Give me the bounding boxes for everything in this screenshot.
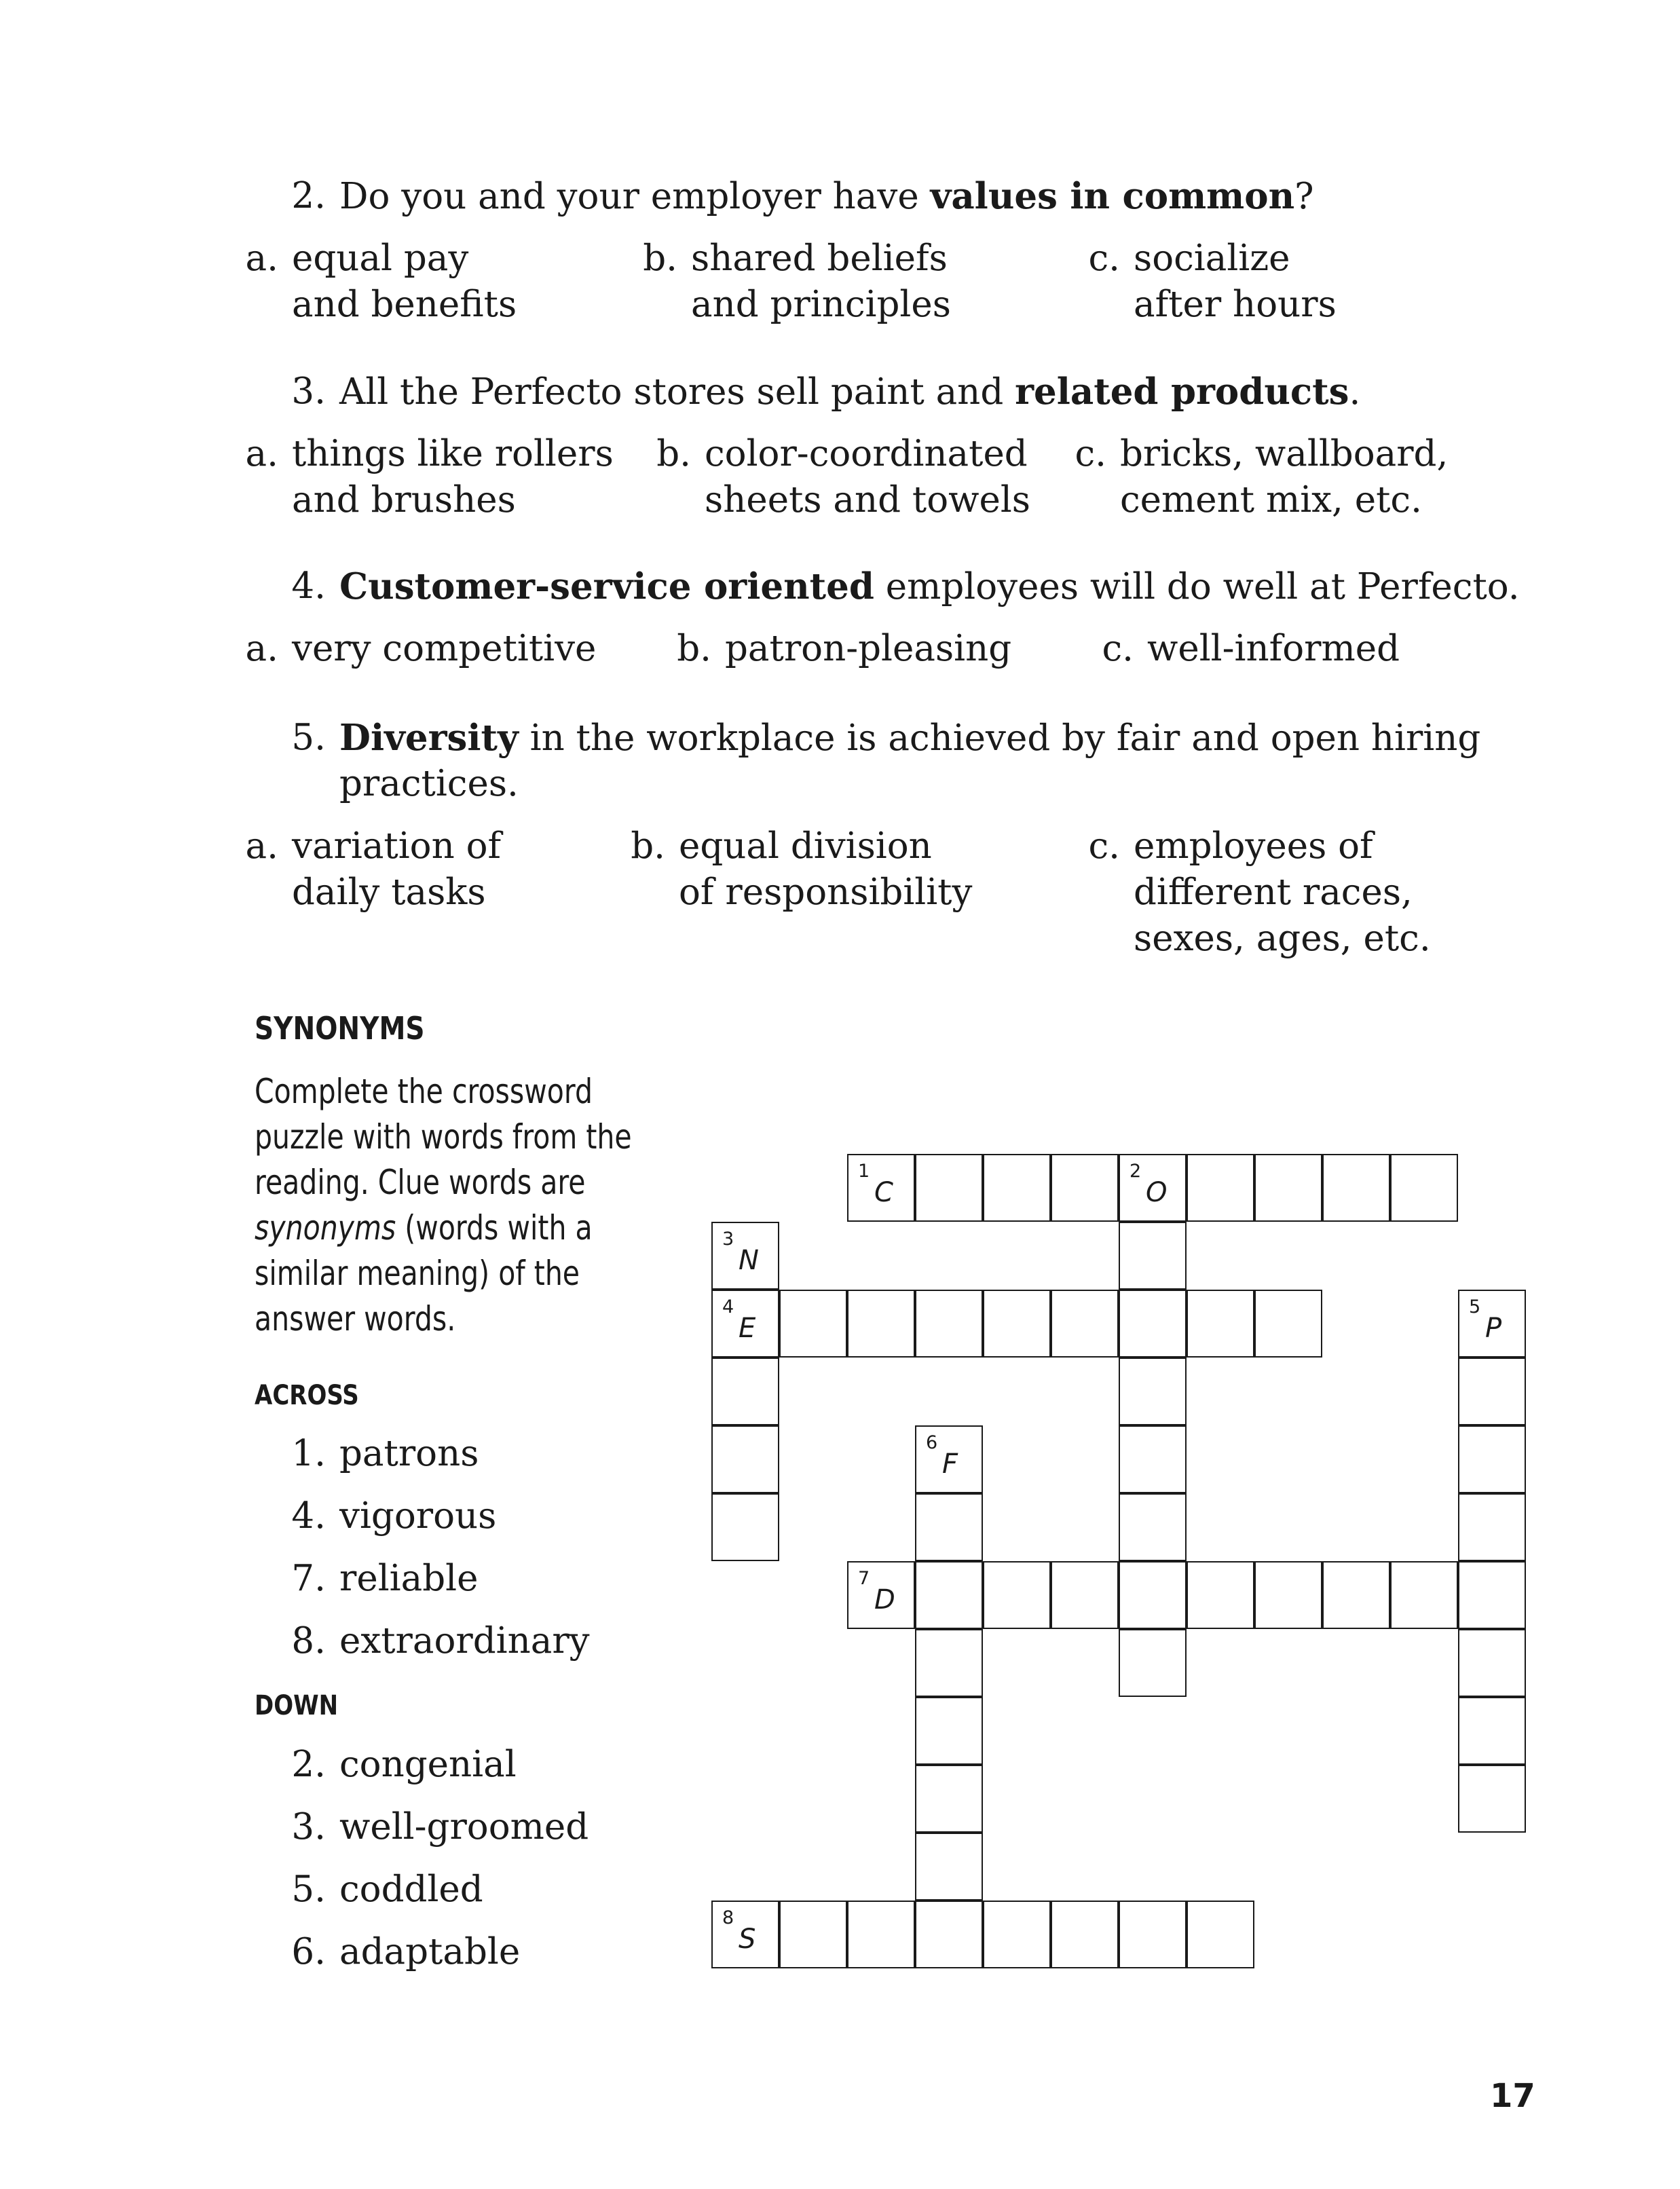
instructions-text-1: Complete the crossword puzzle with words from the reading. Clue words are <box>255 1072 632 1202</box>
crossword-cell[interactable] <box>711 1493 779 1561</box>
crossword-cell[interactable] <box>915 1629 983 1697</box>
option-letter: b. <box>656 433 691 474</box>
option-text: bricks, wallboard, cement mix, etc. <box>1120 433 1449 521</box>
option-text: employees of different races, sexes, ages, etc. <box>1134 825 1431 959</box>
crossword-cell[interactable] <box>1051 1561 1119 1629</box>
question-stem-line2: practices. <box>339 763 519 804</box>
clue-number: 1. <box>291 1433 326 1474</box>
crossword-cell[interactable] <box>983 1154 1051 1222</box>
crossword-cell[interactable] <box>779 1290 847 1358</box>
stem-text-end: ? <box>1294 176 1314 217</box>
stem-text-end: . <box>1349 371 1361 413</box>
crossword-cell[interactable] <box>1119 1425 1187 1493</box>
crossword-cell[interactable] <box>711 1222 779 1290</box>
crossword-cell[interactable] <box>1254 1290 1322 1358</box>
crossword-cell[interactable] <box>1119 1493 1187 1561</box>
question-number: 2. <box>291 175 326 217</box>
given-letter: O <box>1146 1177 1168 1208</box>
option-text: very competitive <box>292 628 597 669</box>
crossword-cell[interactable] <box>1254 1561 1322 1629</box>
option-letter: b. <box>677 628 711 669</box>
crossword-cell[interactable] <box>1390 1154 1458 1222</box>
option-text: well-informed <box>1147 628 1400 669</box>
crossword-cell[interactable] <box>915 1425 983 1493</box>
option-letter: a. <box>245 433 278 474</box>
clue-number-label: 1 <box>858 1161 870 1182</box>
clue-number: 7. <box>291 1558 326 1599</box>
crossword-cell[interactable] <box>915 1697 983 1765</box>
stem-bold-term: Diversity <box>339 717 519 759</box>
crossword-cell[interactable] <box>1458 1629 1526 1697</box>
clue-number: 4. <box>291 1495 326 1537</box>
across-heading: ACROSS <box>255 1380 359 1411</box>
given-letter: C <box>874 1177 893 1208</box>
crossword-cell[interactable] <box>847 1154 915 1222</box>
clue-word: congenial <box>339 1744 517 1785</box>
given-letter: S <box>739 1924 756 1955</box>
stem-bold-term: related products <box>1015 371 1349 413</box>
option-letter: b. <box>631 825 665 867</box>
question-number: 3. <box>291 371 326 412</box>
instructions <box>255 1069 632 1342</box>
option-text: equal pay and benefits <box>292 238 517 325</box>
crossword-cell[interactable] <box>1187 1561 1254 1629</box>
clue-number-label: 5 <box>1469 1296 1481 1317</box>
option-text: things like rollers and brushes <box>292 433 614 521</box>
stem-text-end: employees will do well at Perfecto. <box>874 566 1520 607</box>
crossword-cell[interactable] <box>1119 1222 1187 1290</box>
crossword-cell[interactable] <box>779 1901 847 1968</box>
clue-word: vigorous <box>339 1495 497 1537</box>
crossword-cell[interactable] <box>983 1901 1051 1968</box>
question-number: 5. <box>291 717 326 758</box>
option-letter: a. <box>245 628 278 669</box>
instructions-text-2: (words with a similar meaning) of the answer words. <box>255 1208 593 1339</box>
clue-number-label: 4 <box>722 1296 734 1317</box>
crossword-cell[interactable] <box>1390 1561 1458 1629</box>
given-letter: N <box>739 1245 759 1276</box>
stem-text-end: in the workplace is achieved by fair and open hiring <box>518 717 1481 759</box>
given-letter: E <box>739 1313 756 1344</box>
clue-number-label: 8 <box>722 1907 734 1928</box>
crossword-cell[interactable] <box>1458 1561 1526 1629</box>
question-stem <box>339 715 1480 762</box>
option-letter: c. <box>1102 628 1134 669</box>
stem-text: All the Perfecto stores sell paint and <box>339 371 1015 413</box>
option-letter: c. <box>1075 433 1106 474</box>
given-letter: F <box>942 1448 958 1480</box>
crossword-cell[interactable] <box>1322 1154 1390 1222</box>
crossword-cell[interactable] <box>983 1290 1051 1358</box>
crossword-cell[interactable] <box>847 1561 915 1629</box>
crossword-cell[interactable] <box>1254 1154 1322 1222</box>
crossword-cell[interactable] <box>915 1833 983 1901</box>
clue-number-label: 7 <box>858 1568 870 1589</box>
option-letter: b. <box>643 238 677 279</box>
down-heading: DOWN <box>255 1690 339 1721</box>
crossword-cell[interactable] <box>1458 1765 1526 1833</box>
option-text: variation of daily tasks <box>292 825 502 913</box>
crossword-cell[interactable] <box>711 1425 779 1493</box>
crossword-cell[interactable] <box>1051 1290 1119 1358</box>
clue-number: 3. <box>291 1806 326 1848</box>
crossword-cell[interactable] <box>1458 1290 1526 1358</box>
crossword-cell[interactable] <box>847 1901 915 1968</box>
option-letter: a. <box>245 238 278 279</box>
instructions-italic: synonyms <box>255 1208 396 1248</box>
stem-text: Do you and your employer have <box>339 176 931 217</box>
crossword-cell[interactable] <box>1458 1358 1526 1425</box>
crossword-cell[interactable] <box>847 1290 915 1358</box>
clue-word: adaptable <box>339 1931 521 1972</box>
crossword-cell[interactable] <box>1187 1901 1254 1968</box>
option-text: color-coordinated sheets and towels <box>705 433 1031 521</box>
option-text: socialize after hours <box>1134 238 1337 325</box>
option-letter: c. <box>1088 825 1120 867</box>
option-letter: a. <box>245 825 278 867</box>
crossword-cell[interactable] <box>711 1358 779 1425</box>
question-stem <box>339 173 1314 220</box>
crossword-cell[interactable] <box>1187 1290 1254 1358</box>
clue-number: 5. <box>291 1869 326 1910</box>
crossword-cell[interactable] <box>915 1493 983 1561</box>
crossword-cell[interactable] <box>1187 1154 1254 1222</box>
page-number: 17 <box>1490 2077 1535 2115</box>
crossword-cell[interactable] <box>1119 1154 1187 1222</box>
crossword-cell[interactable] <box>915 1290 983 1358</box>
crossword-cell[interactable] <box>1458 1493 1526 1561</box>
clue-number: 8. <box>291 1620 326 1662</box>
clue-word: patrons <box>339 1433 479 1474</box>
option-text: equal division of responsibility <box>679 825 973 913</box>
clue-number-label: 6 <box>926 1432 938 1453</box>
crossword-cell[interactable] <box>915 1154 983 1222</box>
option-text: patron-pleasing <box>725 628 1012 669</box>
clue-word: well-groomed <box>339 1806 589 1848</box>
clue-word: reliable <box>339 1558 479 1599</box>
crossword-cell[interactable] <box>1119 1358 1187 1425</box>
crossword-cell[interactable] <box>983 1561 1051 1629</box>
crossword-cell[interactable] <box>915 1901 983 1968</box>
crossword-cell[interactable] <box>1119 1629 1187 1697</box>
stem-bold-term: Customer-service oriented <box>339 565 874 607</box>
question-stem <box>339 563 1520 610</box>
question-stem <box>339 369 1360 415</box>
crossword-cell[interactable] <box>711 1290 779 1358</box>
question-number: 4. <box>291 565 326 607</box>
crossword-cell[interactable] <box>915 1765 983 1833</box>
crossword-cell[interactable] <box>1051 1154 1119 1222</box>
option-text: shared beliefs and principles <box>691 238 951 325</box>
clue-number: 2. <box>291 1744 326 1785</box>
clue-number-label: 3 <box>722 1229 734 1250</box>
crossword-cell[interactable] <box>915 1561 983 1629</box>
given-letter: P <box>1485 1313 1502 1344</box>
clue-number-label: 2 <box>1130 1161 1142 1182</box>
stem-bold-term: values in common <box>930 175 1295 217</box>
crossword-cell[interactable] <box>1119 1290 1187 1358</box>
synonyms-heading: SYNONYMS <box>255 1010 425 1047</box>
clue-word: coddled <box>339 1869 483 1910</box>
crossword-cell[interactable] <box>1051 1901 1119 1968</box>
crossword-cell[interactable] <box>1458 1697 1526 1765</box>
option-letter: c. <box>1088 238 1120 279</box>
given-letter: D <box>874 1584 895 1615</box>
clue-word: extraordinary <box>339 1620 590 1662</box>
crossword-cell[interactable] <box>1322 1561 1390 1629</box>
crossword-cell[interactable] <box>1119 1561 1187 1629</box>
crossword-cell[interactable] <box>711 1901 779 1968</box>
crossword-cell[interactable] <box>1119 1901 1187 1968</box>
crossword-cell[interactable] <box>1458 1425 1526 1493</box>
clue-number: 6. <box>291 1931 326 1972</box>
